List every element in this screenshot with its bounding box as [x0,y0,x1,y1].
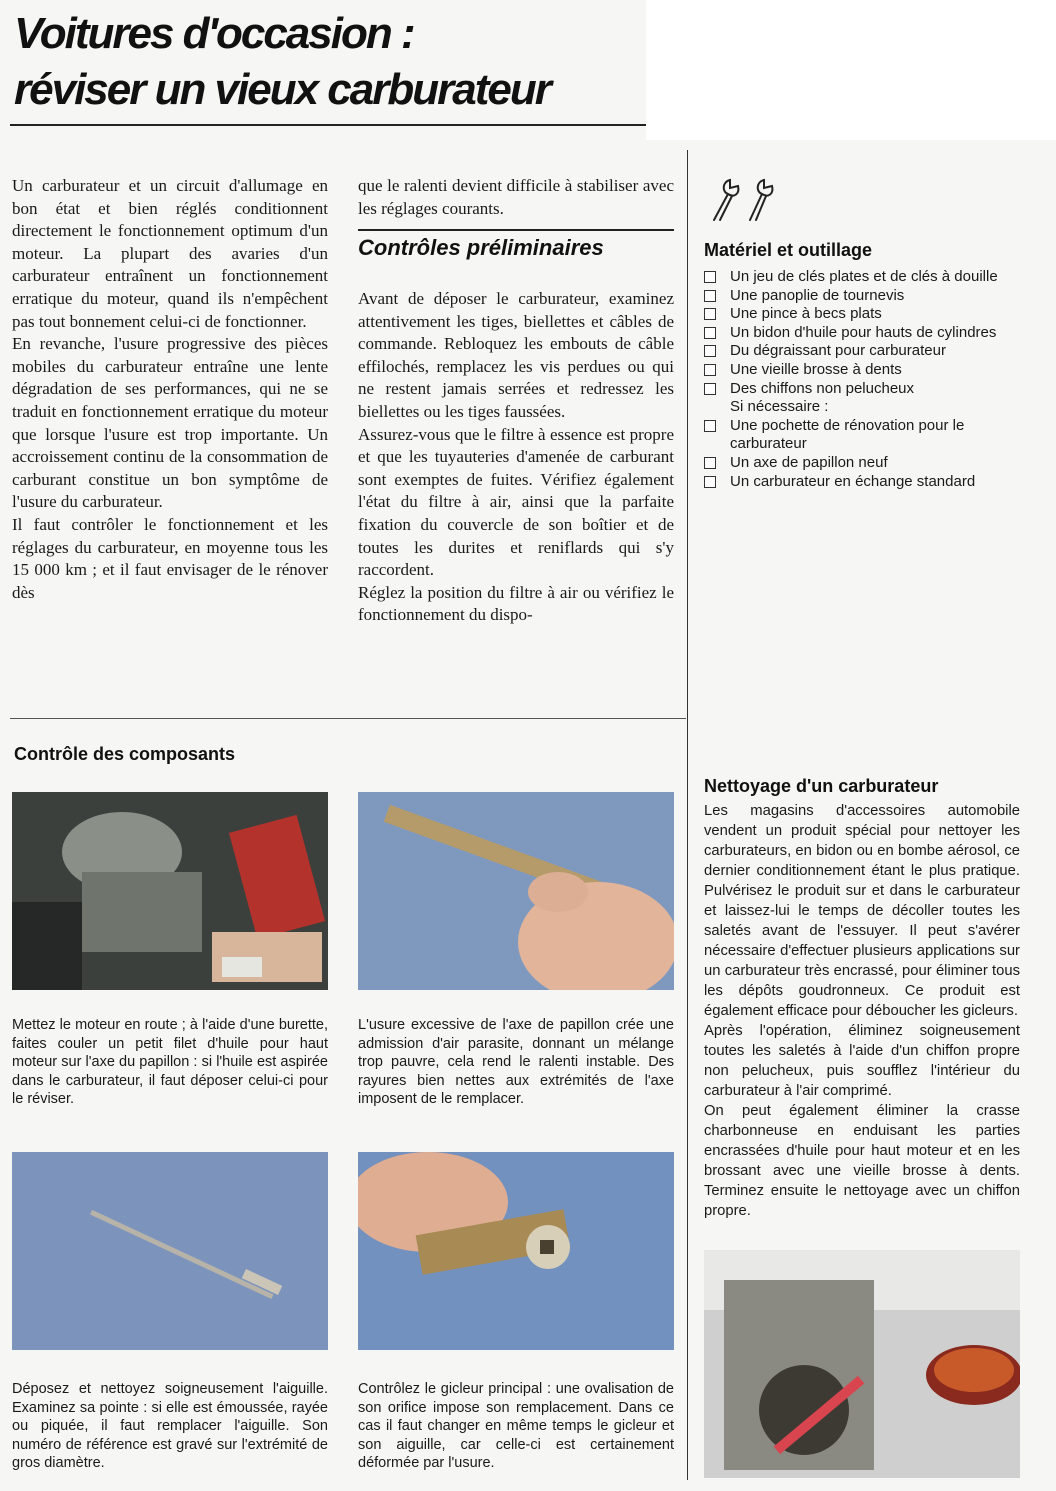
column-divider [687,150,688,1480]
controles-paragraph: Assurez-vous que le filtre à essence est propre et que les tuyauteries d'amenée de carburant sont exemptes de fuites. Vérifiez également l'état du filtre à air, ainsi que la parfaite fixation du couvercle de son boîtier et de toutes les durites et reniflards qui s'y raccordent. [358,424,674,580]
intro-paragraph: Un carburateur et un circuit d'allumage en bon état et bien réglés conditionnent directement le fonctionnement optimum d'un moteur. La plupart des avaries d'un carburateur entraînent un fonctionnement erratique du moteur, quand ils n'empêchent pas tout bonnement celui-ci de fonctionner. [12,176,328,331]
nettoyage-paragraph: Les magasins d'accessoires automobile vendent un produit spécial pour nettoyer les carburateurs, en bidon ou en bombe aérosol, ce dernier conditionnement étant le plus pratique. Pulvérisez le produit sur et dans le carburateur et laissez-lui le temps de décoller toutes les saletés avant de l'essuyer. Il peut s'avérer nécessaire d'effectuer plusieurs applications sur un carburateur très encrassé, pour éliminer tous les dépôts goudronneux. Ce produit est également efficace pour déboucher les gicleurs. [704,803,1020,1019]
intro-paragraph: En revanche, l'usure progressive des pièces mobiles du carburateur entraîne une lente dégradation de ses performances, qui ne se traduit en fonctionnement erratique du moteur que lorsque l'usure est trop importante. Un accroissement continu de la consommation de carburant constitue un bon symptôme de l'usure du carburateur. [12,334,328,512]
section-divider [10,718,686,719]
caption-1: Mettez le moteur en route ; à l'aide d'une burette, faites couler un petit filet d'huile pour haut moteur sur l'axe du papillon : si l'huile est aspirée dans le carburateur, il faut déposer celui-ci pour le réviser. [12,1017,328,1108]
photo-carburetor-cleaning [704,1250,1020,1478]
list-item[interactable]: Un carburateur en échange standard [704,473,1044,492]
checkbox[interactable] [704,476,716,488]
corner-blank [646,0,1056,140]
photo-engine-oil [12,792,328,990]
list-item[interactable]: Une pochette de rénovation pour le carburateur [704,417,1044,454]
checkbox[interactable] [704,345,716,357]
list-item[interactable]: Un axe de papillon neuf [704,454,1044,473]
nettoyage-paragraph: On peut également éliminer la crasse charbonneuse en enduisant les parties encrassées d'huile pour haut moteur et en les brossant avec une vieille brosse à dents. Terminez ensuite le nettoyage avec un chiffon propre. [704,1103,1020,1219]
wrench-icon [708,176,788,224]
photo-throttle-shaft [358,792,674,990]
photo-needle [12,1152,328,1350]
list-item[interactable]: Une vieille brosse à dents [704,361,1044,380]
title-line-1: Voitures d'occasion : [14,9,414,58]
controles-paragraph: Avant de déposer le carburateur, examinez attentivement les tiges, biellettes et câbles de commande. Rebloquez les embouts de câble effilochés, remplacez les vis perdues ou qui ne restent jamais serrées et redressez les biellettes ou les tiges faussées. [358,289,674,421]
nettoyage-paragraph: Après l'opération, éliminez soigneusement toutes les saletés à l'aide d'un chiffon propre non pelucheux, puis soufflez l'intérieur du carburateur à l'air comprimé. [704,1023,1020,1099]
caption-3: Déposez et nettoyez soigneusement l'aiguille. Examinez sa pointe : si elle est émoussée, rayée ou piquée, il faut remplacer l'aiguille. Son numéro de référence est gravé sur l'extrémité de gros diamètre. [12,1381,328,1472]
intro-paragraph: Il faut contrôler le fonctionnement et les réglages du carburateur, en moyenne tous les 15 000 km ; et il faut envisager de le rénover dès [12,514,328,602]
checkbox[interactable] [704,308,716,320]
list-item[interactable]: Une panoplie de tournevis [704,287,1044,306]
caption-2: L'usure excessive de l'axe de papillon crée une admission d'air parasite, donnant un mélange trop pauvre, cela rend le ralenti instable. Des rayures bien nettes aux extrémités de l'axe imposent de le remplacer. [358,1017,674,1108]
controles-body [358,288,674,627]
composants-title: Contrôle des composants [14,744,236,764]
list-item[interactable]: Un bidon d'huile pour hauts de cylindres [704,324,1044,343]
photo-jet [358,1152,674,1350]
checkbox[interactable] [704,271,716,283]
optional-label: Si nécessaire : [730,398,829,416]
list-item[interactable]: Un jeu de clés plates et de clés à douille [704,268,1044,287]
title-line-2: réviser un vieux carburateur [14,65,550,114]
controles-paragraph: Réglez la position du filtre à air ou vérifiez le fonctionnement du dispo- [358,582,674,625]
materiel-list [704,268,1044,491]
intro-column-1 [12,175,328,604]
nettoyage-body [704,801,1020,1221]
nettoyage-title: Nettoyage d'un carburateur [704,776,939,796]
checkbox[interactable] [704,420,716,432]
list-item[interactable]: Du dégraissant pour carburateur [704,342,1044,361]
list-item[interactable]: Une pince à becs plats [704,305,1044,324]
checkbox[interactable] [704,383,716,395]
list-item[interactable]: Des chiffons non pelucheux [704,380,1044,399]
intro-column-2 [358,175,674,220]
checkbox[interactable] [704,364,716,376]
caption-4: Contrôlez le gicleur principal : une ovalisation de son orifice impose son remplacement. Dans ce cas il faut changer en même temps le gicleur et son aiguille, car celle-ci est certainement déformée par l'usure. [358,1381,674,1472]
checkbox[interactable] [704,457,716,469]
checkbox[interactable] [704,327,716,339]
materiel-title: Matériel et outillage [704,240,873,260]
page-title [14,6,550,118]
intro-continuation: que le ralenti devient difficile à stabiliser avec les réglages courants. [358,176,674,218]
checkbox[interactable] [704,290,716,302]
title-rule [10,124,646,126]
section-rule [358,229,674,231]
controles-title: Contrôles préliminaires [358,235,604,260]
